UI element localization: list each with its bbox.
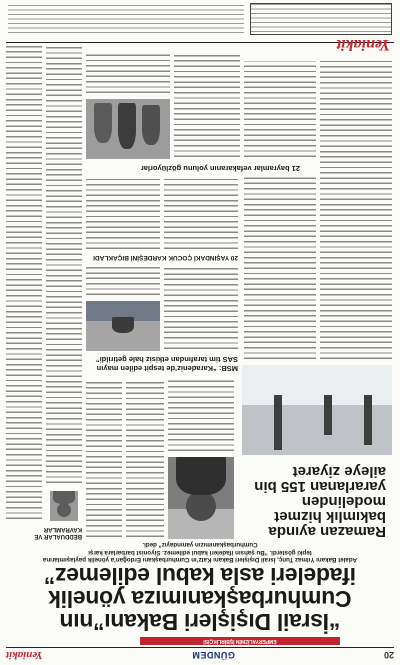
lead-headline-line: ifadeleri asla kabul edilemez”: [44, 563, 356, 589]
zone-headline: 21 bayramlar vefakaranın yolunu gözlüyorlar: [140, 164, 300, 173]
ramazan-headline-line: yararlanan 155 bin: [254, 478, 386, 495]
ramazan-headline-line: bakımlık hizmet: [274, 508, 386, 525]
ramazan-headline-line: modelinden: [301, 493, 386, 510]
photo-person-head-shape: [186, 491, 216, 521]
imprint-box: [250, 3, 392, 35]
lead-headline-line: “İsrail Dışişleri Bakanı”nın: [59, 609, 341, 635]
zone-text-column: [86, 51, 170, 95]
tree-shape: [274, 395, 282, 450]
lead-deck: [10, 541, 390, 563]
child-text-column: [86, 179, 160, 251]
header-rule: [6, 647, 394, 648]
lead-headline: [8, 564, 392, 633]
section-label: GÜNDEM: [191, 650, 235, 660]
ramazan-headline-line: aileye ziyaret: [292, 463, 386, 480]
page-header: [6, 649, 394, 661]
person-shape: [142, 105, 160, 145]
msb-text-column: [86, 265, 160, 297]
msb-headline-line: SAS tim tarafından etkisiz hale getirildi”: [95, 355, 238, 364]
mine-shape: [112, 317, 134, 333]
photo-person-body-shape: [176, 457, 226, 495]
person-shape: [94, 103, 112, 143]
lead-story-photo: [168, 457, 234, 539]
tree-shape: [324, 395, 332, 435]
ramazan-text-column: [320, 61, 392, 361]
side-story-title-line: KAVRAMLAR: [43, 526, 82, 532]
lead-deck-line: tepki gösterdi. “Bu şahsın ifadeleri kabul edilemez. Siyonist barbarlara karşı: [88, 548, 312, 556]
side-story-text-column: [6, 45, 42, 521]
side-story-title: [8, 525, 82, 539]
lead-story-text-column: [168, 379, 234, 453]
tree-shape: [364, 395, 372, 445]
winter-scene-photo: [242, 365, 392, 455]
zone-text-column: [174, 51, 240, 159]
side-story-title-line: BEDDUALAR VE: [34, 533, 82, 539]
lead-story-text-column: [126, 379, 164, 539]
footer-text-block: [8, 5, 244, 35]
zone-photo: [86, 99, 170, 159]
page-number: 20: [383, 650, 394, 660]
lead-deck-line: Adalet Bakanı Yılmaz Tunç, İsrail Dışişleri Bakanı Katz’ın Cumhurbaşkanı Erdoğan’a yönelik paylaşımlarına: [42, 556, 358, 563]
columnist-body-shape: [53, 491, 75, 504]
msb-photo: [86, 301, 160, 351]
msb-text-column: [164, 265, 238, 351]
ramazan-headline-line: Ramazan ayında: [268, 523, 386, 540]
side-story-text-column: [46, 45, 82, 485]
ramazan-text-column: [244, 175, 316, 361]
person-shape: [118, 103, 136, 149]
columnist-head-shape: [57, 503, 71, 517]
columnist-photo: [50, 491, 78, 521]
ramazan-headline: [246, 464, 386, 539]
zone-text-column: [244, 61, 316, 159]
msb-headline: [88, 355, 238, 373]
lead-deck-line: Cumhurbaşkanımızın yanındayız” dedi.: [142, 541, 258, 549]
child-text-column: [164, 179, 238, 251]
child-headline: 20 YAŞINDAKİ ÇOCUK KARDEŞİNİ BIÇAKLADI: [93, 254, 238, 261]
lead-story-text-column: [86, 379, 122, 539]
msb-headline-line: MSB: “Karadeniz’de tespit edilen mayın: [96, 364, 238, 373]
footer-brand-logo: Yeniakit: [336, 36, 390, 53]
brand-logo: Yeniakit: [6, 649, 43, 661]
lead-headline-line: Cumhurbaşkanımıza yönelik: [48, 586, 352, 612]
lead-kicker: EMPERYALİZMİN İŞBİRLİKÇİSİ: [140, 637, 340, 645]
